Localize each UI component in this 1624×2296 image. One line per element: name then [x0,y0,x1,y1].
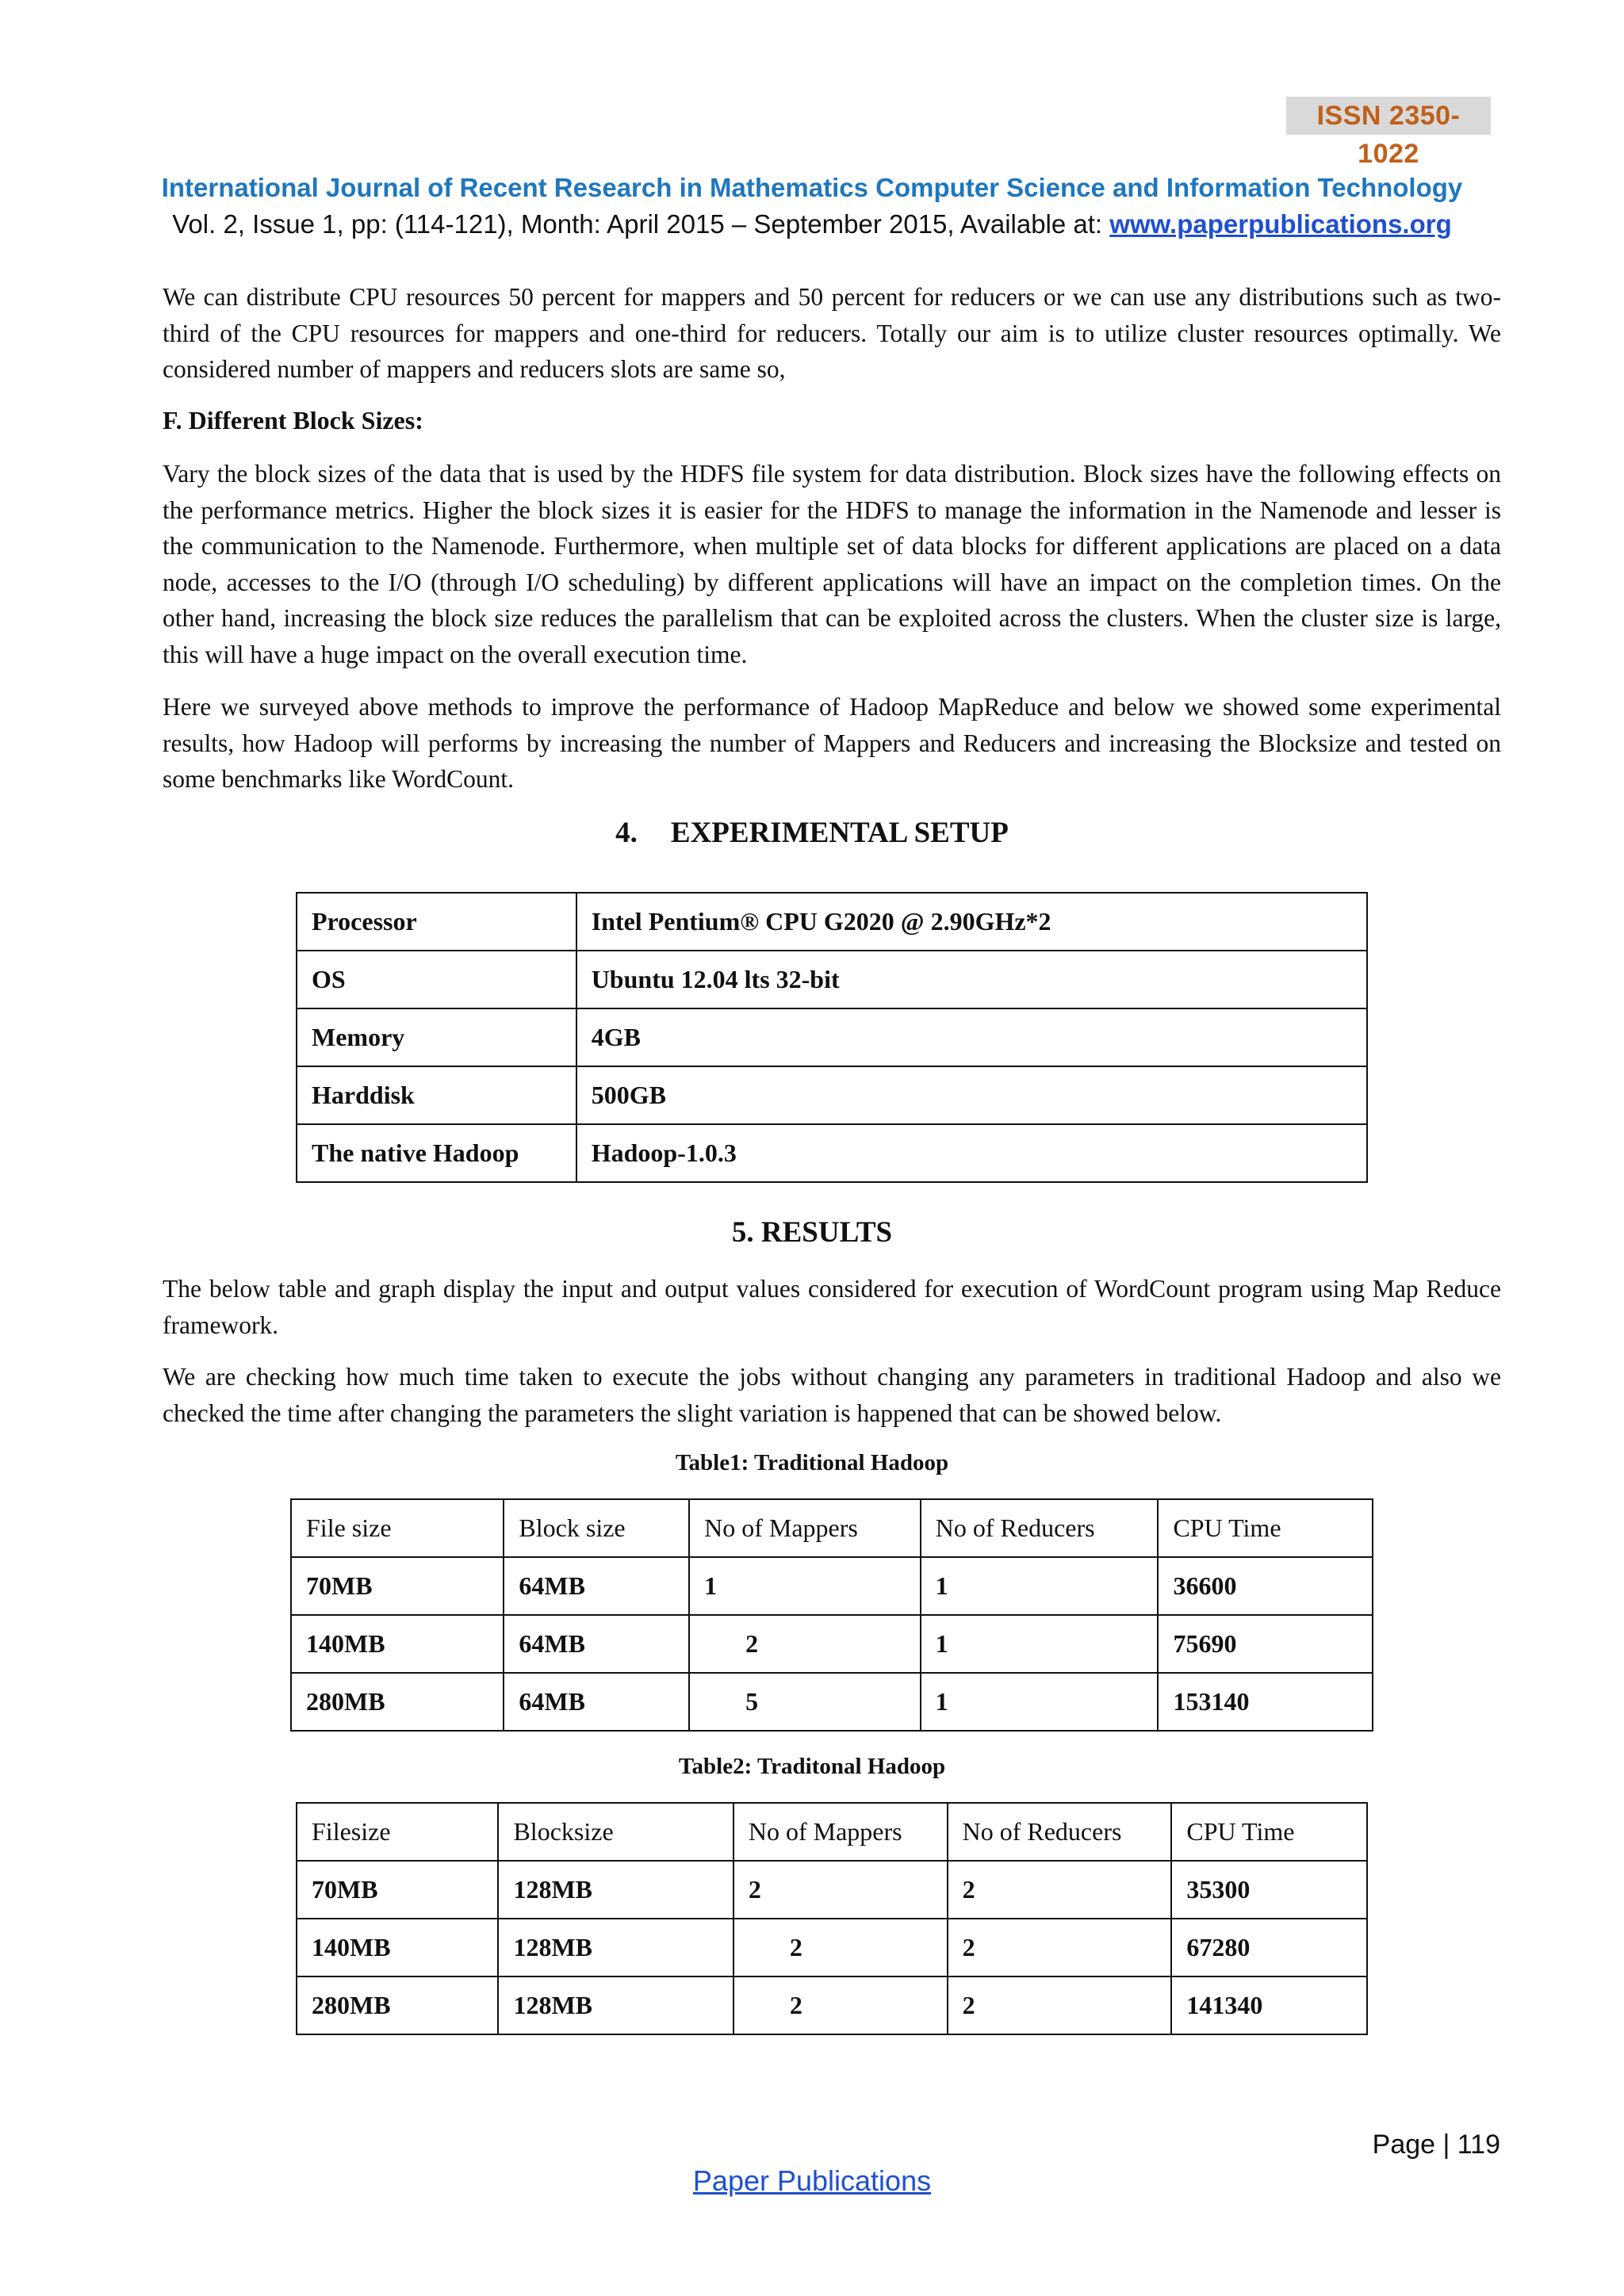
column-header: Block size [504,1499,689,1557]
table-cell: 1 [689,1557,921,1615]
table-cell: 64MB [504,1615,689,1673]
table-cell [733,1976,948,2034]
paragraph-results-method: We are checking how much time taken to execute the jobs without changing any parameters in traditional Hadoop and also we checked the time after changing the parameters the slight variation is happened that can be showed below. [163,1363,1501,1427]
publisher-footer-link[interactable]: Paper Publications [692,2164,932,2197]
table-cell: 280MB [297,1976,498,2034]
paragraph-survey: Here we surveyed above methods to improve the performance of Hadoop MapReduce and below we showed some experimental results, how Hadoop will performs by increasing the number of Mappers and Reducers and increasing the Blocksize and tested on some benchmarks like WordCount. [163,693,1501,793]
table-row [291,1615,1373,1673]
table-row [297,1861,1367,1919]
setup-value: Ubuntu 12.04 lts 32-bit [576,951,1367,1008]
cell-value: 2 [789,1933,802,1961]
subsection-heading-block-sizes: F. Different Block Sizes: [163,406,423,434]
table-cell: 140MB [297,1919,498,1976]
table-cell: 35300 [1171,1861,1367,1919]
setup-label: OS [297,951,576,1008]
table-row [297,1976,1367,2034]
table-cell: 70MB [297,1861,498,1919]
volume-info: Vol. 2, Issue 1, pp: (114-121), Month: April 2015 – September 2015, Available at: [172,209,1110,239]
table-cell: 128MB [498,1976,733,2034]
table-cell [689,1615,921,1673]
table-row [291,1557,1373,1615]
table-cell: 141340 [1171,1976,1367,2034]
table-cell: 2 [948,1919,1172,1976]
column-header: CPU Time [1158,1499,1373,1557]
setup-label: Harddisk [297,1066,576,1124]
table-cell: 128MB [498,1861,733,1919]
section-number: 4. [615,817,638,849]
table-cell: 64MB [504,1557,689,1615]
table-row [297,951,1367,1008]
table-cell: 140MB [291,1615,504,1673]
table-cell: 2 [948,1976,1172,2034]
cell-value: 2 [789,1991,802,2019]
table-header-row [291,1499,1373,1557]
setup-value: Intel Pentium® CPU G2020 @ 2.90GHz*2 [576,893,1367,951]
table-row [297,893,1367,951]
table-cell: 280MB [291,1673,504,1731]
table-cell: 2 [733,1861,948,1919]
table2-traditional-hadoop [296,1802,1368,2035]
table1-traditional-hadoop [290,1498,1373,1732]
table-cell: 67280 [1171,1919,1367,1976]
table-cell [733,1919,948,1976]
table-header-row [297,1803,1367,1861]
column-header: No of Reducers [948,1803,1172,1861]
table2-caption: Table2: Traditonal Hadoop [678,1754,946,1779]
paragraph-cpu-distribution: We can distribute CPU resources 50 percent for mappers and 50 percent for reducers or we can use any distributions such as two-third of the CPU resources for mappers and one-third for reducers. Totally our aim is to utilize cluster resources optimally. We considered number of mappers and reducers slots are same so, [163,283,1501,383]
column-header: Blocksize [498,1803,733,1861]
journal-title: International Journal of Recent Research in Mathematics Computer Science and Information Technology [161,173,1463,202]
paragraph-block-sizes: Vary the block sizes of the data that is used by the HDFS file system for data distribution. Block sizes have the following effects on the performance metrics. Higher the block sizes it is easier for the HDFS to manage the information in the Namenode and lesser is the communication to the Namenode. Furthermore, when multiple set of data blocks for different applications are placed on a data node, accesses to the I/O (through I/O scheduling) by different applications will have an impact on the completion times. On the other hand, increasing the block size reduces the parallelism that can be exploited across the clusters. When the cluster size is large, this will have a huge impact on the overall execution time. [163,460,1501,668]
column-header: No of Mappers [733,1803,948,1861]
table-row [297,1919,1367,1976]
issn-badge: ISSN 2350-1022 [1286,97,1491,135]
table-row [291,1673,1373,1731]
cell-value: 2 [745,1629,759,1658]
table-cell: 1 [921,1673,1159,1731]
column-header: CPU Time [1171,1803,1367,1861]
column-header: File size [291,1499,504,1557]
table-cell: 153140 [1158,1673,1373,1731]
table-cell: 36600 [1158,1557,1373,1615]
table-cell [689,1673,921,1731]
column-header: Filesize [297,1803,498,1861]
table-cell: 75690 [1158,1615,1373,1673]
setup-table [296,892,1368,1183]
column-header: No of Mappers [689,1499,921,1557]
table-cell: 128MB [498,1919,733,1976]
table1-caption: Table1: Traditional Hadoop [675,1450,949,1475]
journal-volume-line [0,209,1624,239]
table-row [297,1124,1367,1182]
section-title-text: EXPERIMENTAL SETUP [670,817,1009,849]
journal-website-link[interactable]: www.paperpublications.org [1109,209,1452,239]
section-heading-results: 5. RESULTS [731,1216,893,1249]
table-cell: 64MB [504,1673,689,1731]
setup-label: Memory [297,1008,576,1066]
cell-value: 5 [745,1687,759,1716]
table-row [297,1066,1367,1124]
table-cell: 2 [948,1861,1172,1919]
table-cell: 70MB [291,1557,504,1615]
setup-value: 500GB [576,1066,1367,1124]
table-cell: 1 [921,1557,1159,1615]
table-row [297,1008,1367,1066]
setup-value: 4GB [576,1008,1367,1066]
setup-label: Processor [297,893,576,951]
setup-label: The native Hadoop [297,1124,576,1182]
column-header: No of Reducers [921,1499,1159,1557]
setup-value: Hadoop-1.0.3 [576,1124,1367,1182]
paragraph-results-intro: The below table and graph display the input and output values considered for execution of WordCount program using Map Reduce framework. [163,1275,1501,1339]
page-number: Page | 119 [1372,2130,1500,2160]
table-cell: 1 [921,1615,1159,1673]
section-heading-experimental-setup [0,816,1624,850]
